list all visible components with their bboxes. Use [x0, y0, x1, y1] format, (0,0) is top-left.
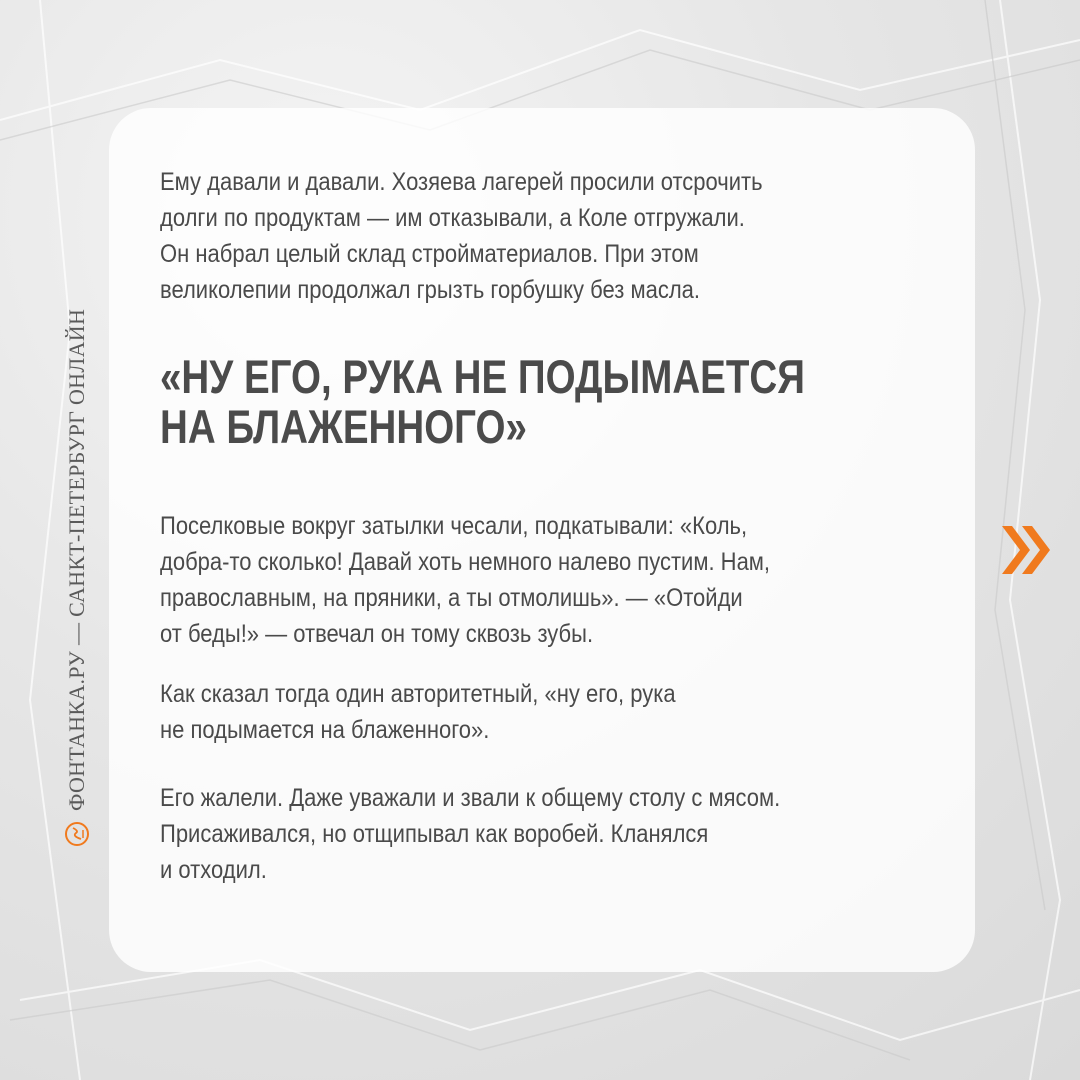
fontanka-emblem-icon [64, 821, 90, 847]
paragraph-2: Поселковые вокруг затылки чесали, подкатывали: «Коль, добра-то сколько! Давай хоть немного налево пустим. Нам, православным, на пряники, а ты отмолишь». — «Отойди от беды!» — отвечал он тому сквозь зубы. [160, 512, 771, 648]
double-chevron-right-icon [998, 520, 1054, 580]
paragraph-4: Его жалели. Даже уважали и звали к общему столу с мясом. Присаживался, но отщипывал как воробей. Кланялся и отходил. [160, 784, 781, 884]
side-brand-label [64, 309, 90, 847]
paragraph-3: Как сказал тогда один авторитетный, «ну его, рука не подымается на блаженного». [160, 680, 676, 744]
section-heading: «НУ ЕГО, РУКА НЕ ПОДЫМАЕТСЯ НА БЛАЖЕННОГО» [160, 350, 805, 453]
brand-name: ФОНТАНКА.РУ — САНКТ-ПЕТЕРБУРГ ОНЛАЙН [64, 308, 89, 811]
paragraph-1: Ему давали и давали. Хозяева лагерей просили отсрочить долги по продуктам — им отказывали, а Коле отгружали. Он набрал целый склад стройматериалов. При этом великолепии продолжал грызть горбушку без масла. [160, 168, 763, 304]
next-slide-button[interactable] [998, 520, 1054, 580]
